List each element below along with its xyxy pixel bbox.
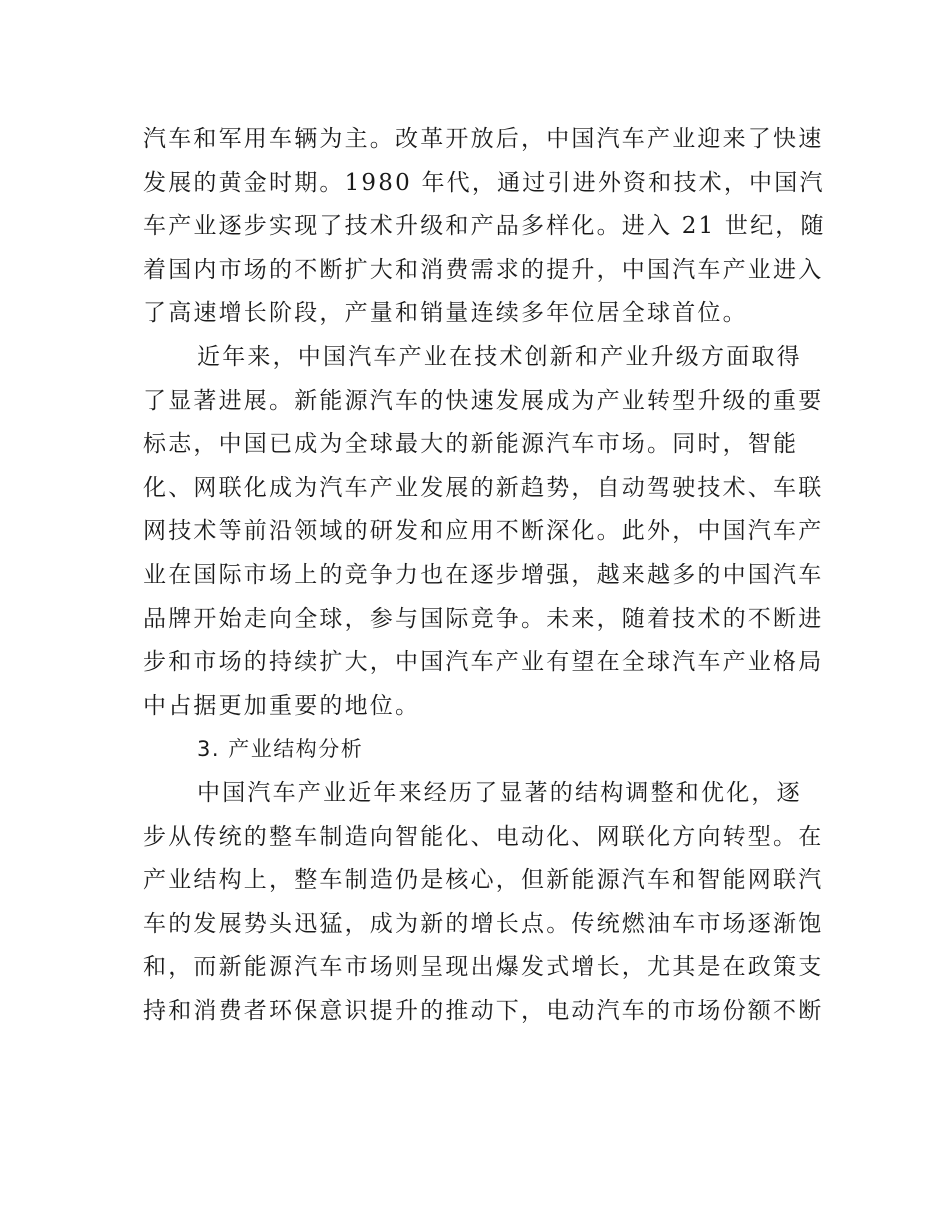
paragraph-line: 了高速增长阶段，产量和销量连续多年位居全球首位。	[143, 300, 748, 327]
paragraph-line: 品牌开始走向全球，参与国际竞争。未来，随着技术的不断进	[143, 605, 824, 632]
paragraph-line: 了显著进展。新能源汽车的快速发展成为产业转型升级的重要	[143, 387, 824, 414]
paragraph-line: 业在国际市场上的竞争力也在逐步增强，越来越多的中国汽车	[143, 561, 824, 588]
paragraph-line: 和，而新能源汽车市场则呈现出爆发式增长，尤其是在政策支	[143, 954, 824, 981]
paragraph-line: 产业结构上，整车制造仍是核心，但新能源汽车和智能网联汽	[143, 867, 824, 894]
paragraph-line: 步和市场的持续扩大，中国汽车产业有望在全球汽车产业格局	[143, 649, 824, 676]
paragraph-line: 步从传统的整车制造向智能化、电动化、网联化方向转型。在	[143, 823, 824, 850]
paragraph-line: 网技术等前沿领域的研发和应用不断深化。此外，中国汽车产	[143, 518, 824, 545]
paragraph-line: 车产业逐步实现了技术升级和产品多样化。进入 21 世纪，随	[143, 213, 826, 240]
paragraph-line: 车的发展势头迅猛，成为新的增长点。传统燃油车市场逐渐饱	[143, 910, 824, 937]
paragraph-line: 中国汽车产业近年来经历了显著的结构调整和优化，逐	[197, 779, 802, 806]
paragraph-line: 近年来，中国汽车产业在技术创新和产业升级方面取得	[197, 343, 802, 370]
paragraph-line: 汽车和军用车辆为主。改革开放后，中国汽车产业迎来了快速	[143, 126, 824, 152]
paragraph-line: 着国内市场的不断扩大和消费需求的提升，中国汽车产业进入	[143, 256, 824, 283]
section-heading: 3. 产业结构分析	[197, 737, 364, 762]
document-body	[143, 118, 826, 1033]
paragraph-line: 持和消费者环保意识提升的推动下，电动汽车的市场份额不断	[143, 997, 824, 1024]
paragraph-line: 标志，中国已成为全球最大的新能源汽车市场。同时，智能	[143, 431, 799, 458]
paragraph-line: 中占据更加重要的地位。	[143, 692, 421, 719]
paragraph-line: 发展的黄金时期。1980 年代，通过引进外资和技术，中国汽	[143, 169, 825, 196]
paragraph-line: 化、网联化成为汽车产业发展的新趋势，自动驾驶技术、车联	[143, 474, 824, 501]
